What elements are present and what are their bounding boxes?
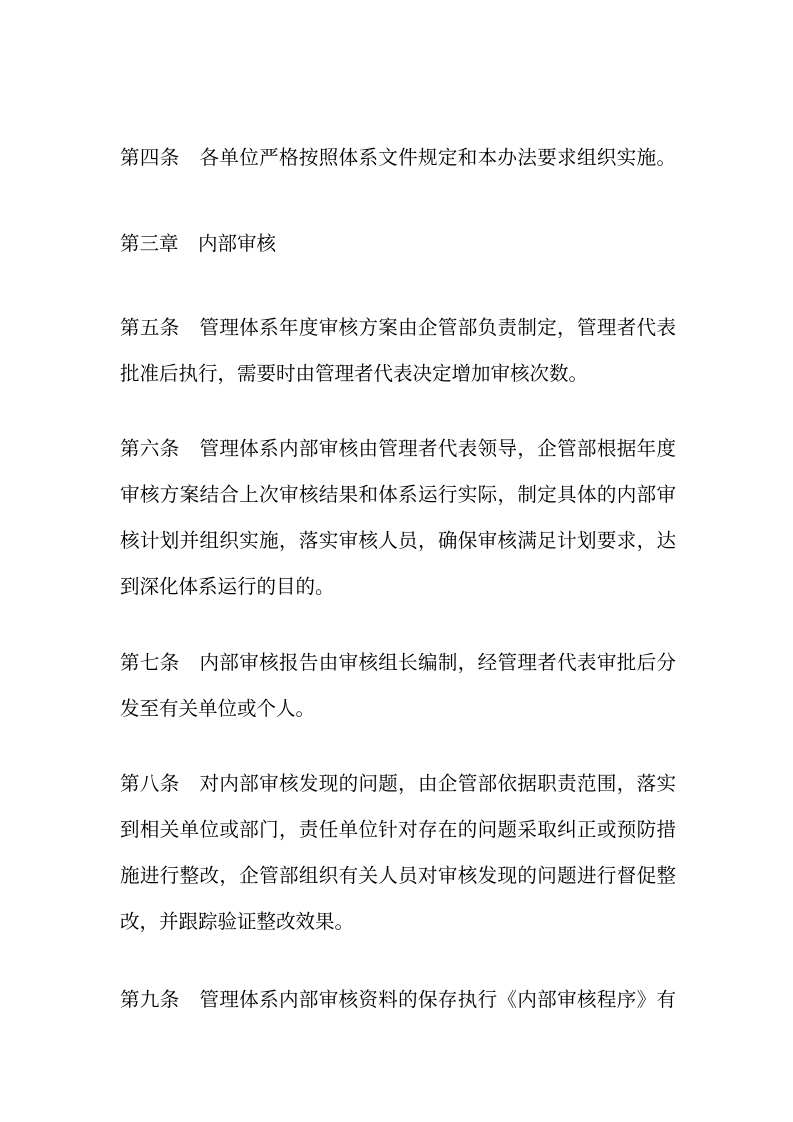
article-8-line-4: 改，并跟踪验证整改效果。 (120, 910, 355, 933)
article-7-line-2: 发至有关单位或个人。 (120, 697, 316, 720)
article-6-line-2: 审核方案结合上次审核结果和体系运行实际，制定具体的内部审 (120, 483, 676, 506)
article-6-line-3: 核计划并组织实施，落实审核人员，确保审核满足计划要求，达 (120, 529, 676, 552)
article-6-line-1: 第六条 管理体系内部审核由管理者代表领导，企管部根据年度 (120, 437, 676, 460)
article-4-line-1: 第四条 各单位严格按照体系文件规定和本办法要求组织实施。 (120, 146, 676, 169)
chapter-3-heading: 第三章 内部审核 (120, 232, 277, 255)
article-8-line-3: 施进行整改，企管部组织有关人员对审核发现的问题进行督促整 (120, 864, 676, 887)
article-8-line-1: 第八条 对内部审核发现的问题，由企管部依据职责范围，落实 (120, 772, 676, 795)
article-5-line-2: 批准后执行，需要时由管理者代表决定增加审核次数。 (120, 362, 589, 385)
article-5-line-1: 第五条 管理体系年度审核方案由企管部负责制定，管理者代表 (120, 316, 676, 339)
article-9-line-1: 第九条 管理体系内部审核资料的保存执行《内部审核程序》有 (120, 988, 676, 1011)
article-7-line-1: 第七条 内部审核报告由审核组长编制，经管理者代表审批后分 (120, 651, 676, 674)
article-8-line-2: 到相关单位或部门，责任单位针对存在的问题采取纠正或预防措 (120, 818, 676, 841)
article-6-line-4: 到深化体系运行的目的。 (120, 575, 335, 598)
